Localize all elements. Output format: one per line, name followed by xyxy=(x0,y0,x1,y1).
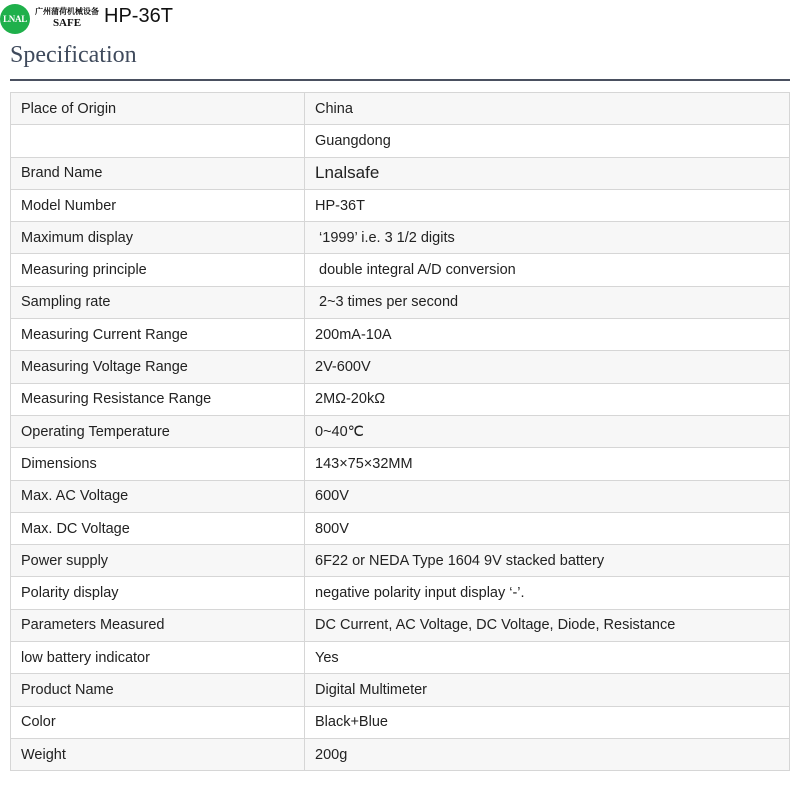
spec-value-cell: HP-36T xyxy=(305,189,790,221)
spec-key-cell: Power supply xyxy=(11,545,305,577)
spec-value-cell: 800V xyxy=(305,512,790,544)
table-row xyxy=(11,480,790,512)
spec-key-cell: Color xyxy=(11,706,305,738)
spec-key-cell xyxy=(11,125,305,157)
table-row xyxy=(11,383,790,415)
table-row xyxy=(11,157,790,189)
spec-value-cell: Yes xyxy=(305,642,790,674)
spec-value-cell: Digital Multimeter xyxy=(305,674,790,706)
spec-key-cell: Weight xyxy=(11,738,305,770)
spec-key-cell: Brand Name xyxy=(11,157,305,189)
spec-value-cell: DC Current, AC Voltage, DC Voltage, Diode, Resistance xyxy=(305,609,790,641)
brand-logo xyxy=(0,4,30,34)
spec-value-cell: China xyxy=(305,93,790,125)
table-row xyxy=(11,222,790,254)
table-row xyxy=(11,254,790,286)
spec-key-cell: Product Name xyxy=(11,674,305,706)
table-row xyxy=(11,512,790,544)
spec-key-cell: Measuring Current Range xyxy=(11,319,305,351)
table-row xyxy=(11,415,790,447)
table-row xyxy=(11,286,790,318)
spec-value-cell: 200mA-10A xyxy=(305,319,790,351)
spec-key-cell: Measuring Resistance Range xyxy=(11,383,305,415)
table-row xyxy=(11,93,790,125)
page-header xyxy=(0,0,800,34)
model-title: HP-36T xyxy=(104,5,173,27)
logo-mark-text: LNAL xyxy=(3,14,27,24)
logo-english-text: SAFE xyxy=(52,17,82,29)
logo-wordmark xyxy=(32,6,102,29)
table-row xyxy=(11,189,790,221)
table-row xyxy=(11,319,790,351)
table-row xyxy=(11,674,790,706)
spec-value-cell: 600V xyxy=(305,480,790,512)
table-row xyxy=(11,125,790,157)
spec-value-cell: Black+Blue xyxy=(305,706,790,738)
table-row xyxy=(11,609,790,641)
table-row xyxy=(11,738,790,770)
spec-value-cell: 143×75×32MM xyxy=(305,448,790,480)
spec-key-cell: Polarity display xyxy=(11,577,305,609)
table-row xyxy=(11,577,790,609)
spec-key-cell: Max. DC Voltage xyxy=(11,512,305,544)
spec-key-cell: low battery indicator xyxy=(11,642,305,674)
spec-value-cell: 0~40℃ xyxy=(305,415,790,447)
spec-value-cell: double integral A/D conversion xyxy=(305,254,790,286)
table-row xyxy=(11,545,790,577)
table-row xyxy=(11,351,790,383)
spec-value-cell: ‘1999’ i.e. 3 1/2 digits xyxy=(305,222,790,254)
specification-table xyxy=(10,92,790,771)
spec-value-cell: 200g xyxy=(305,738,790,770)
spec-key-cell: Maximum display xyxy=(11,222,305,254)
spec-value-cell: 2V-600V xyxy=(305,351,790,383)
spec-value-cell: negative polarity input display ‘-’. xyxy=(305,577,790,609)
spec-key-cell: Place of Origin xyxy=(11,93,305,125)
table-row xyxy=(11,448,790,480)
spec-key-cell: Measuring Voltage Range xyxy=(11,351,305,383)
spec-value-cell: 2~3 times per second xyxy=(305,286,790,318)
spec-value-cell: Lnalsafe xyxy=(305,157,790,189)
spec-value-cell: Guangdong xyxy=(305,125,790,157)
logo-chinese-text: 广州蒲荷机械设备 xyxy=(35,7,99,16)
spec-key-cell: Model Number xyxy=(11,189,305,221)
spec-key-cell: Operating Temperature xyxy=(11,415,305,447)
spec-key-cell: Sampling rate xyxy=(11,286,305,318)
spec-value-cell: 2MΩ-20kΩ xyxy=(305,383,790,415)
table-row xyxy=(11,706,790,738)
section-divider xyxy=(10,79,790,81)
spec-key-cell: Dimensions xyxy=(11,448,305,480)
section-title: Specification xyxy=(10,42,137,68)
table-row xyxy=(11,642,790,674)
spec-value-cell: 6F22 or NEDA Type 1604 9V stacked battery xyxy=(305,545,790,577)
spec-key-cell: Parameters Measured xyxy=(11,609,305,641)
spec-key-cell: Measuring principle xyxy=(11,254,305,286)
spec-key-cell: Max. AC Voltage xyxy=(11,480,305,512)
